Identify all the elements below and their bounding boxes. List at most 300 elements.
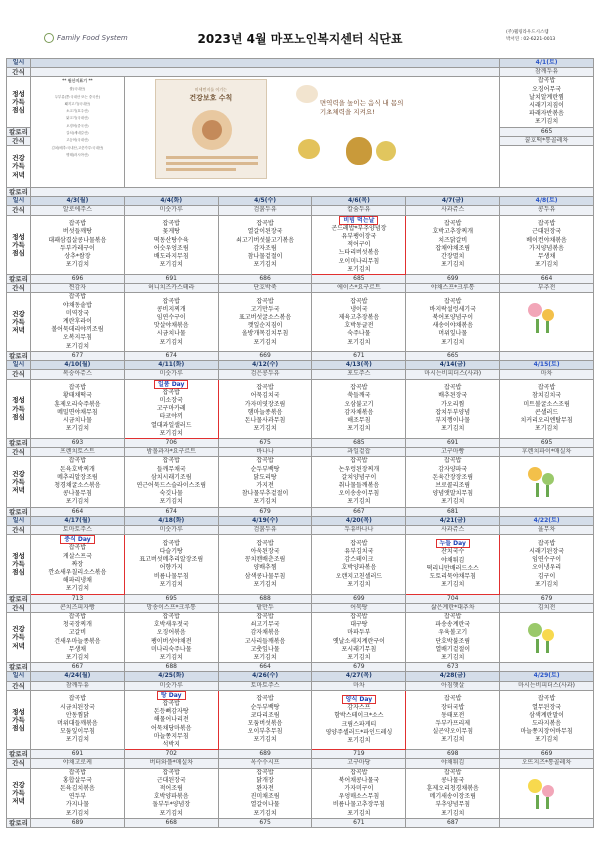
menu-item: 포기김치 [441,498,465,506]
menu-item: 포기김치 [159,580,183,588]
menu-item: 표고버섯굴소스볶음 [238,313,292,321]
menu-item: 잡곡밥 [256,539,274,547]
menu-item: 깻잎순지짐이 [247,322,283,330]
apple-illustration [298,139,320,159]
kcal-label: 칼로리 [7,507,31,516]
menu-item: 포기김치 [534,736,559,744]
menu-item: 북어포양념구이 [432,313,474,321]
menu-item: 게살스프국 [62,552,92,560]
kcal-label: 칼로리 [7,351,31,360]
menu-item: 삼색계란말이 [529,711,564,719]
menu-item: 잡곡밥 [68,457,87,465]
kcal-cell: 669 [500,750,594,759]
menu-item: 포기김치 [253,261,277,269]
menu-item: 포기김치 [65,809,89,817]
kcal-label: 칼로리 [7,663,31,672]
day-label: 일시 [7,516,31,525]
date-cell: 4/19(수) [218,516,312,525]
day-label: 일시 [7,672,31,681]
menu-item: 실곤약오이무침 [432,728,474,736]
lunch-cell [500,379,594,438]
kcal-cell: 665 [406,351,500,360]
lunch-cell [406,215,500,274]
date-cell: 4/10(월) [31,361,125,370]
date-cell: 4/28(금) [406,672,500,681]
lunch-cell [406,535,500,594]
menu-item: 포기김치 [534,261,559,269]
kcal-cell: 664 [500,275,594,284]
snack-cell: 검은콩두유 [218,370,312,379]
dinner-row [7,293,594,351]
menu-item: 완자전 [256,785,274,793]
snack-cell: 토마토주스 [218,681,312,690]
meal-label-line: 저녁 [12,326,25,335]
date-cell: 4/22(토) [500,516,594,525]
snack-cell: 마차 [312,681,406,690]
date-cell: 4/18(화) [124,516,218,525]
kcal-cell: 674 [124,507,218,516]
lunch-cell [31,215,125,274]
snack-cell: 마시는비피더스(사과) [406,370,500,379]
meal-label-line: 건강 [12,469,25,478]
snack-row [7,206,594,215]
menu-item: 새송이야채볶음 [432,322,474,330]
menu-item: 느타리버섯볶음 [338,249,380,257]
menu-item: 잡곡밥 [537,384,556,392]
meal-label-line: 건강 [12,625,25,634]
snack-cell: 버터와플*매실차 [124,759,218,768]
menu-item: 포기김치 [65,342,89,350]
health-poster-subtitle: 미세먼지를 이기는 [194,87,227,93]
saturday-illustration-cell [500,768,594,818]
kcal-cell: 719 [312,750,406,759]
menu-item: 포기김치 [347,265,371,273]
menu-item: 황태채떡국 [62,392,92,400]
menu-item: 머위잎나물 [438,330,468,338]
lunch-cell [31,690,125,749]
menu-item: 포기김치 [534,580,559,588]
menu-item: 메밀면야채무침 [57,408,98,416]
menu-item: 적어구이 [347,241,371,249]
menu-item: 머위대들깨볶음 [57,720,98,728]
menu-item: 포기김치 [347,580,371,588]
menu-item: 잡곡밥 [68,384,87,392]
menu-item: 잡곡밥 [350,457,368,465]
dinner-cell [218,293,312,351]
date-cell: 4/20(목) [312,516,406,525]
menu-item: 가지나물 [65,801,89,809]
lunch-cell [218,535,312,594]
menu-item: 감자양파국 [438,465,468,473]
menu-item: 가지양념볶음 [529,244,564,252]
kcal-row [7,438,594,447]
snack-label: 간식 [7,681,31,690]
origin-notice [31,77,125,188]
kcal-cell: 699 [312,594,406,603]
kcal-cell: 677 [31,351,125,360]
menu-item: 고사리들깨볶음 [244,637,286,645]
menu-item: 콩나물국 [441,776,465,784]
kcal-cell: 671 [312,818,406,827]
snack-cell: 고구마당 [312,759,406,768]
meal-label-line: 가득 [12,715,25,724]
lunch-cell [218,379,312,438]
menu-item: 날치알계란찜 [529,93,564,101]
snack-cell: 망송이스프*크루통 [124,603,218,612]
snack2-4-1: 꿀호떡*통골레차 [500,136,594,145]
dinner-cell [312,293,406,351]
meal-label-line: 건강 [12,309,25,318]
snack-row [7,603,594,612]
menu-item: 오이송송이무침 [338,490,380,498]
menu-item: 닭개장 [256,776,274,784]
kcal-cell [500,818,594,827]
kcal-label: 칼로리 [7,275,31,284]
menu-item: 포기김치 [253,809,277,817]
theme-day-badge: 탕 Day [157,691,186,700]
menu-item: 유부팽이장국 [341,233,377,241]
menu-item: 고기만두국 [250,305,280,313]
menu-item: 가지전 [256,481,274,489]
lunch-row [7,215,594,274]
dinner-cell [124,612,218,662]
dinner-cell [218,612,312,662]
kcal-cell: 679 [500,594,594,603]
meal-label-line: 저녁 [12,170,25,179]
snack-cell: 미숫가루 [124,681,218,690]
menu-item: 포기김치 [441,425,465,433]
kcal-cell: 698 [406,750,500,759]
menu-item: 두부카프리제 [435,720,471,728]
menu-item: 포기김치 [159,498,183,506]
menu-item: 열무된장국 [532,703,562,711]
theme-day-badge: 누들 Day [436,539,470,548]
origin-notice-line: 명태(러시아산) [66,152,89,157]
snack-cell: 과일겉잡 [312,448,406,457]
menu-item: 근대된장국 [532,228,562,236]
poster-illustration [166,162,258,165]
menu-item: 미소장국 [159,396,183,404]
menu-item: 고구마카레 [156,405,186,413]
menu-item: 삼치시래기조림 [150,473,192,481]
menu-item: 잡곡밥 [256,220,274,228]
kcal-cell: 685 [312,275,406,284]
menu-item: 포기김치 [441,338,465,346]
blank-snack-cell [31,68,500,77]
snack-cell: 아침햇살 [406,681,500,690]
menu-item: 어향가지 [159,564,183,572]
menu-item: 포기김치 [441,736,465,744]
date-cell: 4/7(금) [406,197,500,206]
kcal-cell [500,507,594,516]
menu-item: 계란후라이 [62,318,92,326]
blank-kcal-cell [31,188,594,197]
menu-item: 잡곡밥 [350,768,368,776]
menu-item: 포기김치 [347,498,371,506]
menu-item: 오이미나리무침 [338,257,380,265]
menu-item: 잡곡밥 [256,384,274,392]
menu-item: 어슷우엉조림 [153,244,189,252]
menu-item: 브로콜리조림 [435,481,471,489]
snack-cell: 야채스프*크루통 [406,284,500,293]
kcal-cell: 674 [124,351,218,360]
menu-item: 깐쇼새우칠리소스볶음 [48,568,107,576]
theme-day-badge: 비빔 먹는날 [339,216,378,225]
menu-item: 임연수구이 [532,556,562,564]
menu-item: 열대과일샐러드 [150,421,192,429]
menu-item: 포기김치 [347,425,371,433]
origin-notice-line: 갈치(세네갈산) [66,130,89,135]
kcal-cell: 668 [124,818,218,827]
theme-day-line [125,380,218,389]
theme-day-line [125,691,218,700]
snack-label: 간식 [7,284,31,293]
kcal-cell: 686 [218,275,312,284]
menu-item: 코다리조림 [250,711,280,719]
dinner-label [7,146,31,188]
menu-item: 고갈비 [68,629,87,637]
flower-illustration [522,777,562,811]
date-cell: 4/6(목) [312,197,406,206]
snack-cell: 오뜨지즈*통골레차 [500,759,594,768]
menu-item: 건새우마늘종볶음 [54,637,101,645]
dinner-cell [312,612,406,662]
company-name: (주)웰링라우드시스템 [506,30,549,35]
lunch-cell [218,690,312,749]
dinner-cell [406,457,500,507]
menu-item: 감자스프 [347,704,371,712]
menu-item: 오징어무국 [532,85,562,93]
menu-item: 잡치두부양념 [435,408,471,416]
menu-item: 잡곡밥 [256,768,274,776]
menu-item: 곤드레밥*부추양념장 [331,224,387,232]
menu-item: 메추리알장조림 [57,473,98,481]
apple-illustration [376,141,396,161]
snack-cell: 알로에주스 [31,206,125,215]
kcal-cell: 679 [218,507,312,516]
menu-item: 볼어묵데리야끼조림 [51,326,104,334]
menu-item: 포기김치 [159,338,183,346]
meal-label-line: 점심 [12,412,25,421]
origin-notice-line: 쌀(국내산) [69,87,86,92]
menu-item: 꽁치캔배춘조림 [244,556,286,564]
menu-item: 단호박불조림 [435,637,471,645]
menu-item: 시금치나물 [156,330,186,338]
menu-item: 잡곡밥 [444,457,462,465]
menu-item: 순두부백탕 [250,465,280,473]
menu-item: 포기김치 [65,425,89,433]
menu-item: 잡곡밥 [256,612,274,620]
meal-label-line: 점심 [12,248,25,257]
pear-illustration [346,137,372,165]
kcal-row [7,188,594,197]
menu-item: 돈나물사과무침 [244,416,286,424]
snack-label: 간식 [7,370,31,379]
lunch-row [7,690,594,749]
meal-label-line: 가득 [12,789,25,798]
menu-item: 오복지무침 [62,334,92,342]
menu-item: 상추*쌈장 [64,253,91,261]
meal-label-line: 가득 [12,97,25,106]
dinner-cell [406,768,500,818]
menu-item: 부추양념무침 [435,801,471,809]
menu-item: 바지락설렁세기국 [429,305,476,313]
menu-item: 잡곡밥 [256,695,274,703]
menu-item: 포기김치 [65,736,89,744]
menu-item: 잡곡밥 [350,297,368,305]
menu-item: 숙주나물 [347,330,371,338]
lunch-cell [500,690,594,749]
kcal-cell: 713 [31,594,125,603]
kcal-label: 칼로리 [7,594,31,603]
menu-item: 시래기된장국 [529,547,564,555]
menu-item: 잡곡밥 [68,695,87,703]
snack-cell: 김치전 [500,603,594,612]
dinner-cell [31,293,125,351]
kcal-cell: 689 [218,750,312,759]
dinner-row [7,457,594,507]
menu-item: 오징어볶음 [156,629,186,637]
blank-date-cell [31,59,500,68]
date-row [7,59,594,68]
kcal-row [7,594,594,603]
meal-label-line: 가득 [12,633,25,642]
kcal-cell: 687 [406,818,500,827]
menu-item: 들깨무채국 [156,465,186,473]
menu-item: 시금치나물 [62,416,92,424]
date-cell: 4/3(월) [31,197,125,206]
menu-item: 연근어묵드스슬라이스조림 [136,481,207,489]
menu-item: 올방개목김치무침 [241,330,289,338]
poster-area [124,77,499,188]
menu-item: 열배기겉절이 [435,645,471,653]
meal-label-line: 건강 [12,154,25,163]
dinner-label [7,293,31,351]
kcal-cell: 688 [124,663,218,672]
menu-item: 돈등뼈감자탕 [153,708,189,716]
snack-cell: 옥수수시프 [218,759,312,768]
lunch-row [7,379,594,438]
snack-cell: 야채고로케 [31,759,125,768]
snack-row [7,68,594,77]
origin-notice-line: 오징어(중국산) [66,123,89,128]
menu-item: 잡곡밥 [350,612,368,620]
menu-item: 호박새우젓국 [153,621,189,629]
flower-illustration [522,465,562,499]
dinner-cell [218,457,312,507]
dinner-cell [406,612,500,662]
kcal-cell: 673 [406,663,500,672]
origin-notice-line: 닭고기(국내산) [66,116,89,121]
date-cell: 4/15(토) [500,361,594,370]
menu-item: 참나물겉절이 [247,253,283,261]
theme-day-line [312,695,405,704]
meal-label-line: 건강 [12,780,25,789]
dinner-cell [312,768,406,818]
menu-item: 햄마늘종볶음 [247,408,283,416]
menu-item: 표고버섯메추리알장조림 [139,556,204,564]
snack-cell: 미숫가루 [124,370,218,379]
menu-item: 치즈닭갈비 [438,236,468,244]
menu-item: 다슬기탕 [159,547,183,555]
menu-item: 잡곡밥 [444,384,462,392]
kcal-row [7,351,594,360]
kcal-row [7,663,594,672]
menu-item: 포기김치 [253,498,277,506]
menu-item: 잡곡밥 [68,544,87,552]
menu-item: 어묵채당마볶음 [150,724,192,732]
menu-item: 해파리냉채 [62,577,92,585]
snack-cell: 검붉두유 [218,525,312,534]
snack-row [7,370,594,379]
kcal-cell: 696 [31,275,125,284]
kcal-cell: 667 [31,663,125,672]
menu-item: 포기김치 [534,425,559,433]
lunch-cell [124,379,218,438]
date-cell: 4/21(금) [406,516,500,525]
origin-notice-line: 고등어(국내산) [66,138,89,143]
menu-item: 해물어나리전 [153,716,189,724]
snack-cell: 검붉두유 [218,206,312,215]
menu-item: 감자채볶음 [250,629,280,637]
menu-item: 오이부추무침 [247,728,283,736]
menu-item: 임연수구이 [156,313,186,321]
saturday-illustration-cell [500,457,594,507]
menu-item: 포기김치 [347,654,371,661]
dinner-cell [312,457,406,507]
menu-item: 잡곡밥 [162,700,180,708]
meal-label-line: 정성 [12,232,25,241]
menu-item: 닭도리탕 [253,473,277,481]
theme-day-line [312,216,405,225]
contact-number: 박서연 : 02-6221-0013 [506,36,556,42]
kcal-cell: 689 [31,818,125,827]
meal-label-line: 정성 [12,552,25,561]
lunch-cell [31,535,125,594]
menu-item: 옛날소세지계란구이 [332,637,385,645]
kcal-cell: 667 [312,507,406,516]
menu-item: 잡곡밥 [444,695,462,703]
meal-label-line: 저녁 [12,797,25,806]
page-title: 2023년 4월 마포노인복지센터 식단표 [197,32,403,46]
snack-cell: 야채튀김 [406,759,500,768]
menu-item: 포기김치 [347,338,371,346]
kcal-cell: 664 [218,663,312,672]
snack-label: 간식 [7,525,31,534]
kcal-cell: 691 [406,438,500,447]
meal-label-line: 가득 [12,404,25,413]
kcal-label: 칼로리 [7,127,31,136]
menu-item: 메기새송이장조림 [429,793,476,801]
meal-label-line: 가득 [12,477,25,486]
kcal-cell: 706 [124,438,218,447]
health-poster [155,79,267,179]
menu-item: 적어조림 [159,785,183,793]
snack-cell: 프렌치토스트 [31,448,125,457]
menu-item: 오삼불고기 [344,400,374,408]
dinner-cell [31,612,125,662]
menu-item: 크림스파게티 [341,720,377,728]
menu-item: 잡곡밥 [444,768,462,776]
date-cell: 4/27(목) [312,672,406,681]
menu-item: 삼색콩나물무침 [244,572,286,580]
kcal-label: 칼로리 [7,750,31,759]
snack-cell: 콩두유 [500,206,594,215]
menu-item: 콩비지찌개 [156,305,186,313]
menu-item: 미트볼굴소스조림 [523,400,570,408]
menu-item: 석박지 [162,741,180,749]
dinner-label [7,612,31,662]
